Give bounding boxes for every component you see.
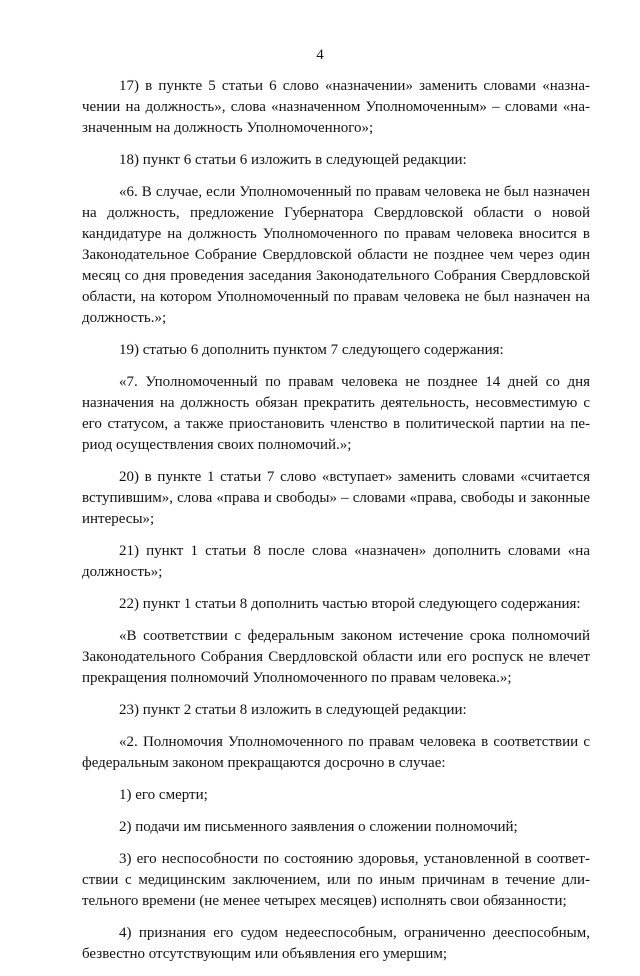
paragraph-21: 21) пункт 1 статьи 8 после слова «назначен» дополнить словами «на должность»;	[82, 543, 590, 580]
list-item-1: 1) его смерти;	[119, 787, 208, 803]
document-body	[82, 76, 590, 976]
paragraph-17: 17) в пункте 5 статьи 6 слово «назначении» заменить словами «назначении на должность», слова «назначенном Уполномоченным» – словами «назначенным на должность Уполномоченного»;	[82, 78, 590, 136]
paragraph-19-quote: «7. Уполномоченный по правам человека не позднее 14 дней со дня назначения на должность обязан прекратить деятельность, несовместимую с его статусом, а также приостановить членство в политической партии на период осуществления своих полномочий.»;	[82, 374, 590, 453]
list-item-3: 3) его неспособности по состоянию здоровья, установленной в соответствии с медицинским заключением, или по иным причинам в течение длительного времени (не менее четырех месяцев) исполнять свои обязанности;	[82, 851, 590, 909]
page-number: 4	[316, 47, 324, 63]
paragraph-18: 18) пункт 6 статьи 6 изложить в следующей редакции:	[119, 152, 467, 168]
paragraph-19: 19) статью 6 дополнить пунктом 7 следующего содержания:	[119, 342, 504, 358]
paragraph-23-quote: «2. Полномочия Уполномоченного по правам человека в соответствии с федеральным законом прекращаются досрочно в случае:	[82, 734, 590, 771]
list-item-2: 2) подачи им письменного заявления о сложении полномочий;	[119, 819, 518, 835]
paragraph-20: 20) в пункте 1 статьи 7 слово «вступает» заменить словами «считается вступившим», слова «права и свободы» – словами «права, свободы и законные интересы»;	[82, 469, 590, 527]
paragraph-18-quote: «6. В случае, если Уполномоченный по правам человека не был назначен на должность, предложение Губернатора Свердловской области о новой кандидатуре на должность Уполномоченного по правам человека вносится в Законодательное Собрание Свердловской области не позднее чем через один месяц со дня проведения заседания Законодательного Собрания Свердловской области, на котором Уполномоченный по правам человека не был назначен на должность.»;	[82, 184, 590, 326]
paragraph-22: 22) пункт 1 статьи 8 дополнить частью второй следующего содержания:	[119, 596, 581, 612]
paragraph-23: 23) пункт 2 статьи 8 изложить в следующей редакции:	[119, 702, 467, 718]
paragraph-22-quote: «В соответствии с федеральным законом истечение срока полномочий Законодательного Собрания Свердловской области или его роспуск не влечет прекращения полномочий Уполномоченного по правам человека.»;	[82, 628, 590, 686]
list-item-4: 4) признания его судом недееспособным, ограниченно дееспособным, безвестно отсутствующим или объявления его умершим;	[82, 925, 590, 962]
